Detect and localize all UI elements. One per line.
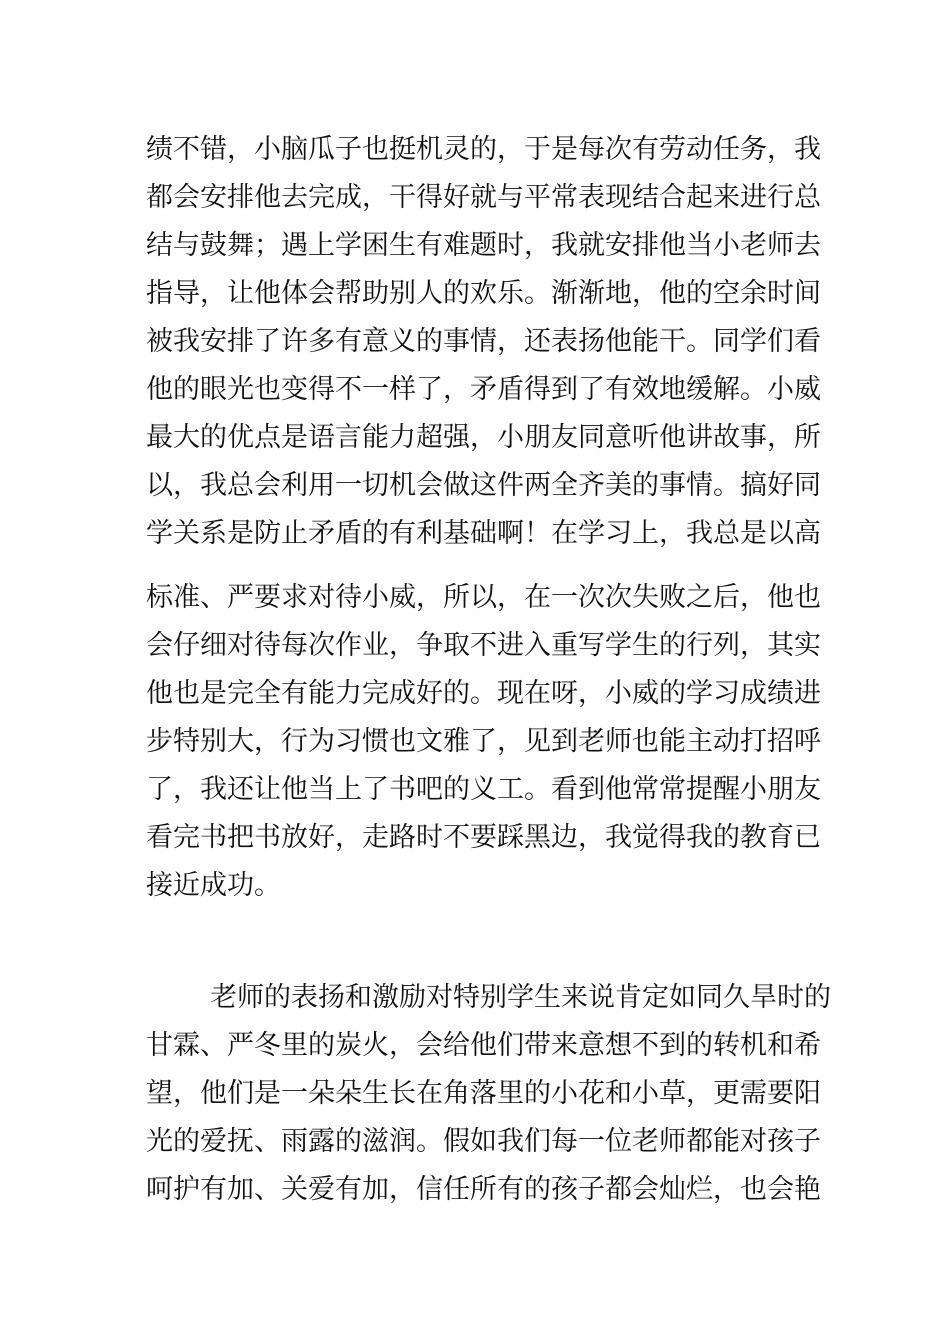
text-line: 光的爱抚、雨露的滋润。假如我们每一位老师都能对孩子 — [146, 1126, 821, 1157]
text-line: 接近成功。 — [146, 870, 281, 901]
text-line: 呵护有加、关爱有加，信任所有的孩子都会灿烂，也会艳 — [146, 1174, 821, 1205]
text-line: 标准、严要求对待小威，所以，在一次次失败之后，他也 — [146, 582, 821, 613]
text-line: 会仔细对待每次作业，争取不进入重写学生的行列，其实 — [146, 630, 821, 661]
text-line: 甘霖、严冬里的炭火，会给他们带来意想不到的转机和希 — [146, 1030, 821, 1061]
text-line: 他的眼光也变得不一样了，矛盾得到了有效地缓解。小威 — [146, 374, 821, 405]
text-line: 都会安排他去完成，干得好就与平常表现结合起来进行总 — [146, 182, 821, 213]
text-line: 看完书把书放好，走路时不要踩黑边，我觉得我的教育已 — [146, 822, 821, 853]
text-line: 步特别大，行为习惯也文雅了，见到老师也能主动打招呼 — [146, 726, 821, 757]
text-line: 最大的优点是语言能力超强，小朋友同意听他讲故事，所 — [146, 422, 821, 453]
text-line: 望，他们是一朵朵生长在角落里的小花和小草，更需要阳 — [146, 1078, 821, 1109]
text-line: 以，我总会利用一切机会做这件两全齐美的事情。搞好同 — [146, 470, 821, 501]
text-line: 他也是完全有能力完成好的。现在呀，小威的学习成绩进 — [146, 678, 821, 709]
text-line: 绩不错，小脑瓜子也挺机灵的，于是每次有劳动任务，我 — [146, 134, 821, 165]
text-line: 被我安排了许多有意义的事情，还表扬他能干。同学们看 — [146, 326, 821, 357]
text-line: 结与鼓舞；遇上学困生有难题时，我就安排他当小老师去 — [146, 230, 821, 261]
text-line: 了，我还让他当上了书吧的义工。看到他常常提醒小朋友 — [146, 774, 821, 805]
text-line-indented: 老师的表扬和激励对特别学生来说肯定如同久旱时的 — [210, 982, 831, 1013]
text-line: 学关系是防止矛盾的有利基础啊！在学习上，我总是以高 — [146, 518, 821, 549]
text-line: 指导，让他体会帮助别人的欢乐。渐渐地，他的空余时间 — [146, 278, 821, 309]
